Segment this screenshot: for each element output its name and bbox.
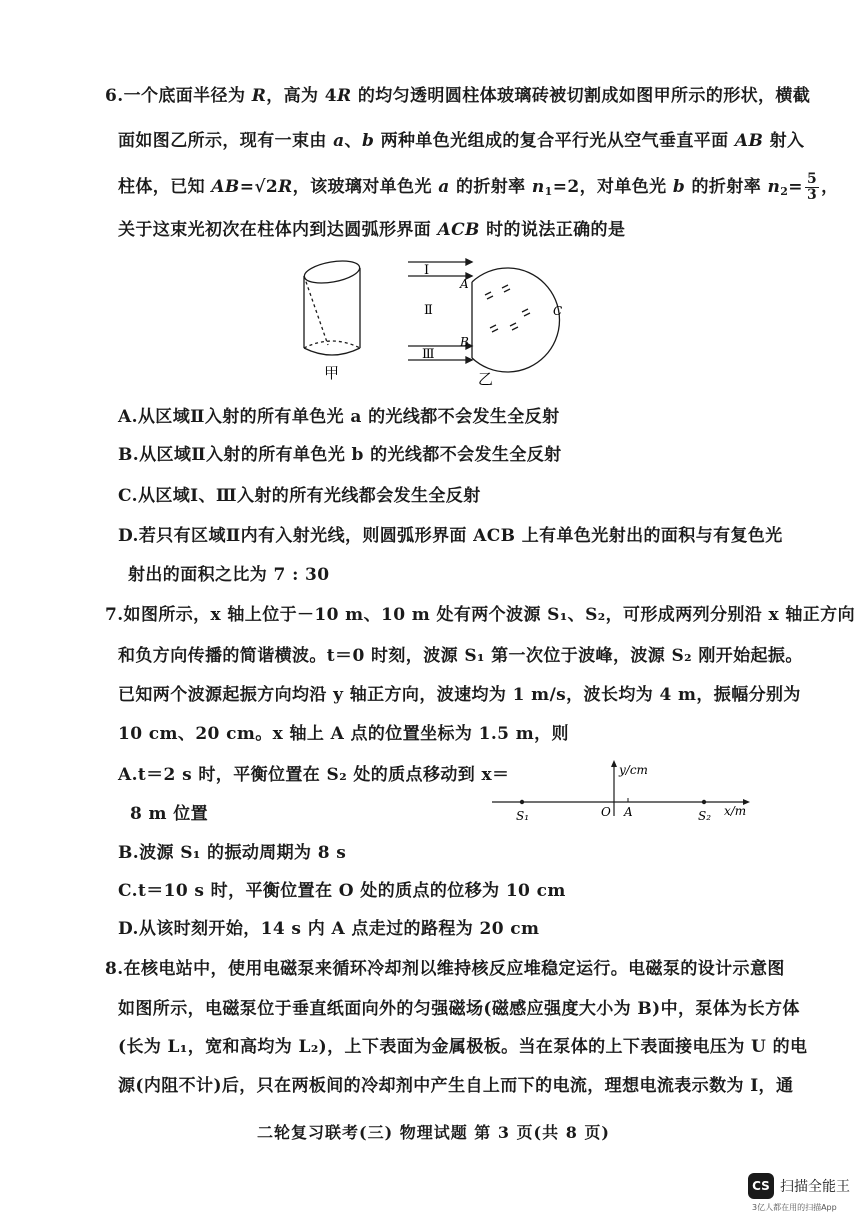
page-footer: 二轮复习联考(三) 物理试题 第 3 页(共 8 页) (257, 1123, 610, 1142)
q6-line-1: 6.一个底面半径为 R，高为 4R 的均匀透明圆柱体玻璃砖被切割成如图甲所示的形状，横截 (105, 86, 811, 106)
q7-option-a-line-1: A.t＝2 s 时，平衡位置在 S₂ 处的质点移动到 x＝ (118, 765, 510, 785)
q7-option-b: B.波源 S₁ 的振动周期为 8 s (118, 843, 347, 863)
scanner-app-name: 扫描全能王 (780, 1179, 850, 1195)
q7-axis-figure (488, 758, 758, 828)
q7-option-a-line-2: 8 m 位置 (130, 804, 209, 824)
figure-yi-label: 乙 (478, 370, 494, 388)
q7-option-c: C.t＝10 s 时，平衡位置在 O 处的质点的位移为 10 cm (118, 881, 566, 901)
q6-option-b: B.从区域Ⅱ入射的所有单色光 b 的光线都不会发生全反射 (118, 445, 562, 465)
camscanner-logo-icon: CS (748, 1173, 774, 1199)
q7-line-4: 10 cm、20 cm。x 轴上 A 点的位置坐标为 1.5 m，则 (118, 724, 569, 744)
y-axis-label: y/cm (619, 763, 648, 777)
q6-line-3: 柱体，已知 AB=√2R，该玻璃对单色光 a 的折射率 $n_1=2$，对单色光 b 的折射率 $n_2=$ $\frac{5}{3}$ ， (118, 171, 839, 203)
q7-option-d: D.从该时刻开始，14 s 内 A 点走过的路程为 20 cm (118, 919, 540, 939)
figure-jia-label: 甲 (324, 364, 340, 382)
region-3-label: Ⅲ (422, 347, 435, 362)
q8-line-2: 如图所示，电磁泵位于垂直纸面向外的匀强磁场(磁感应强度大小为 B)中，泵体为长方体 (118, 999, 800, 1019)
q7-line-3: 已知两个波源起振方向均沿 y 轴正方向，波速均为 1 m/s，波长均为 4 m，振幅分别为 (118, 685, 801, 705)
q7-line-1: 7.如图所示，x 轴上位于－10 m、10 m 处有两个波源 S₁、S₂，可形成两列分别沿 x 轴正方向 (105, 605, 855, 625)
figure-jia-cylinder (303, 257, 362, 355)
point-a-label: A (460, 277, 469, 291)
q8-line-3: (长为 L₁，宽和高均为 L₂)，上下表面为金属极板。当在泵体的上下表面接电压为 U 的电 (118, 1037, 808, 1057)
region-1-label: Ⅰ (424, 263, 430, 278)
q6-line-2: 面如图乙所示，现有一束由 a、b 两种单色光组成的复合平行光从空气垂直平面 AB 射入 (118, 131, 805, 151)
q6-figures (290, 250, 590, 390)
scanner-badge (748, 1173, 850, 1199)
q6-line-4: 关于这束光初次在柱体内到达圆弧形界面 ACB 时的说法正确的是 (118, 220, 626, 240)
q6-option-a: A.从区域Ⅱ入射的所有单色光 a 的光线都不会发生全反射 (118, 407, 560, 427)
x-axis-label: x/m (724, 804, 747, 818)
q8-line-4: 源(内阻不计)后，只在两板间的冷却剂中产生自上而下的电流，理想电流表示数为 I，通 (118, 1076, 794, 1096)
scanner-app-tagline: 3亿人都在用的扫描App (752, 1203, 837, 1212)
q6-option-d-line-2: 射出的面积之比为 7 : 30 (128, 565, 330, 585)
s1-label: S₁ (516, 809, 530, 823)
q8-line-1: 8.在核电站中，使用电磁泵来循环冷却剂以维持核反应堆稳定运行。电磁泵的设计示意图 (105, 959, 785, 979)
q6-option-c: C.从区域Ⅰ、Ⅲ入射的所有光线都会发生全反射 (118, 486, 481, 506)
q7-line-2: 和负方向传播的简谐横波。t＝0 时刻，波源 S₁ 第一次位于波峰，波源 S₂ 刚开始起振。 (118, 646, 803, 666)
point-b-label: B (460, 335, 469, 349)
point-c-label: C (553, 304, 563, 318)
origin-label: O (601, 805, 611, 819)
fraction-5-3: $\frac{5}{3}$ (806, 171, 818, 203)
region-2-label: Ⅱ (424, 303, 433, 318)
q6-option-d-line-1: D.若只有区域Ⅱ内有入射光线，则圆弧形界面 ACB 上有单色光射出的面积与有复色光 (118, 526, 783, 546)
s2-label: S₂ (698, 809, 712, 823)
point-a-label: A (624, 805, 633, 819)
